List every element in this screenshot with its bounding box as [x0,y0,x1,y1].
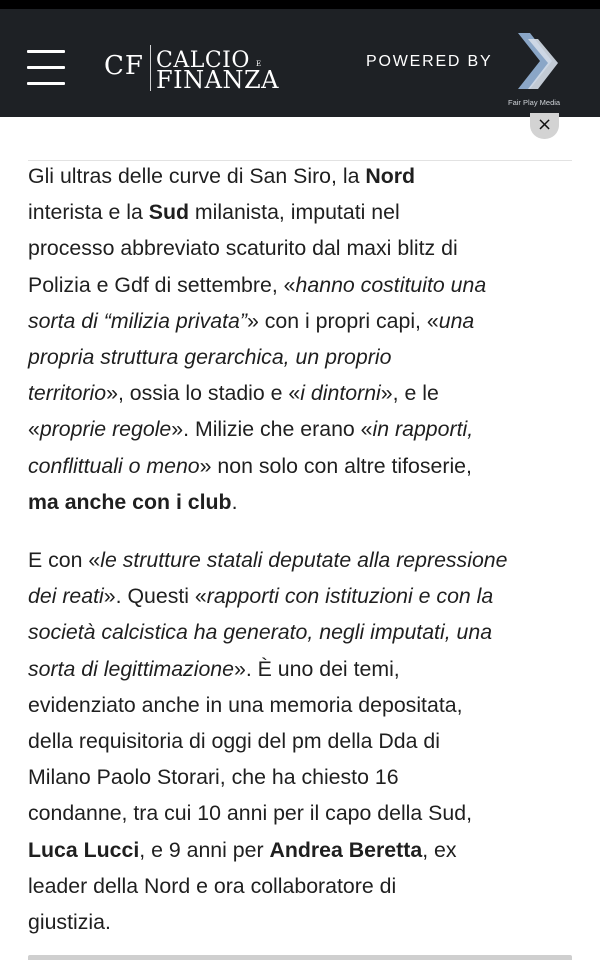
text-line: Milano Paolo Storari, che ha chiesto 16 [28,765,399,790]
bottom-element-edge [28,955,572,960]
text-line: giustizia. [28,910,111,935]
text-line: propria struttura gerarchica, un proprio [28,345,392,370]
text-line: conflittuali o meno» non solo con altre tifoserie, [28,453,472,478]
text-line: Gli ultras delle curve di San Siro, la Nord [28,164,416,188]
text-line: condanne, tra cui 10 anni per il capo della Sud, [28,801,472,826]
text-line: dei reati». Questi «rapporti con istituzioni e con la [28,584,494,609]
paragraph-1 [28,158,578,520]
powered-by-label: POWERED BY [366,53,493,70]
menu-icon[interactable] [27,50,65,88]
calcio-finanza-logo[interactable] [104,41,279,95]
site-header [0,9,600,117]
close-ad-button[interactable]: × [530,113,559,139]
logo-cf: CF [104,51,144,81]
text-line: leader della Nord e ora collaboratore di [28,873,397,898]
article-body [28,158,578,940]
text-line: della requisitoria di oggi del pm della Dda di [28,729,440,754]
text-line: società calcistica ha generato, negli imputati, una [28,620,493,645]
text-line: Polizia e Gdf di settembre, «hanno costituito una [28,272,487,297]
paragraph-2 [28,542,578,940]
text-line: «proprie regole». Milizie che erano «in rapporti, [28,417,474,442]
text-line: sorta di legittimazione». È uno dei temi, [28,656,400,681]
partner-caption: Fair Play Media [508,98,561,107]
logo-e: E [256,60,262,68]
logo-word-calcio: CALCIO [156,48,250,73]
text-line: sorta di “milizia privata”» con i propri capi, «una [28,308,475,333]
text-line: Luca Lucci, e 9 anni per Andrea Beretta, ex [28,837,457,862]
text-line: E con «le strutture statali deputate alla repressione [28,548,508,573]
text-line: territorio», ossia lo stadio e «i dintorni», e le [28,381,439,406]
logo-word-finanza: FINANZA [156,66,279,94]
text-line: interista e la Sud milanista, imputati nel [28,200,400,225]
text-line: ma anche con i club. [28,489,238,514]
status-bar [0,0,600,9]
text-line: processo abbreviato scaturito dal maxi blitz di [28,236,458,261]
text-line: evidenziato anche in una memoria depositata, [28,692,463,717]
fair-play-media-logo[interactable] [508,31,564,101]
